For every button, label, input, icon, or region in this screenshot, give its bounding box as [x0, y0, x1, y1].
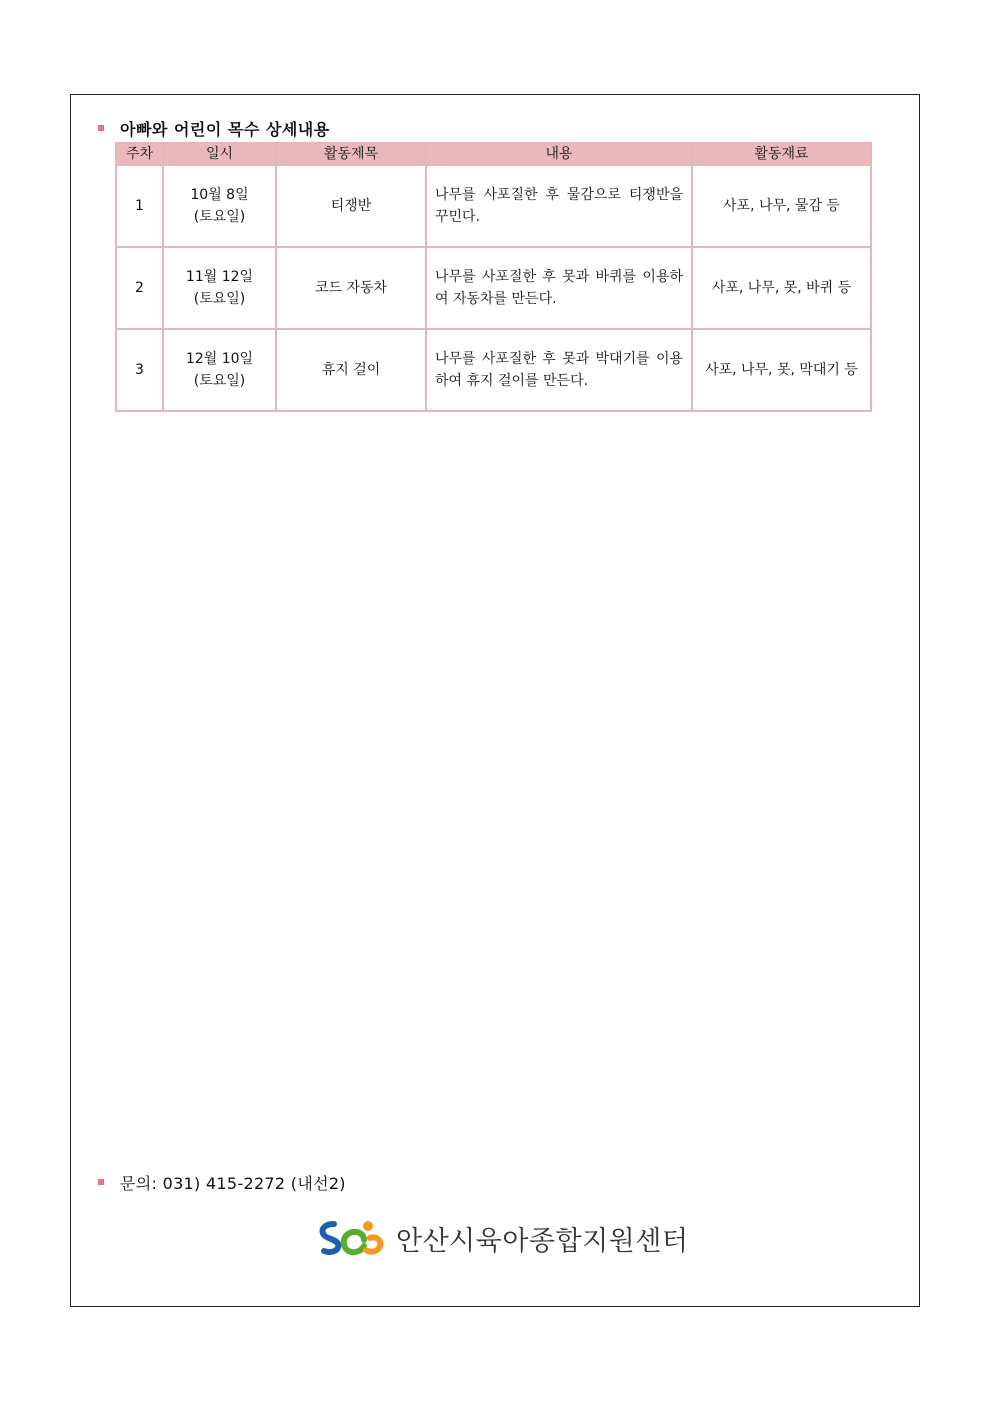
activity-detail-table: [115, 142, 872, 412]
cell-activity-title: 휴지 걸이: [276, 329, 426, 411]
center-logo: [318, 1216, 688, 1260]
cell-date: [163, 165, 276, 247]
weekday-line: (토요일): [193, 291, 246, 307]
cell-content: 나무를 사포질한 후 물감으로 티쟁반을 꾸민다.: [426, 165, 692, 247]
header-activity-title: 활동제목: [276, 143, 426, 165]
table-row: [116, 247, 871, 329]
center-logo-text: 안산시육아종합지원센터: [396, 1225, 689, 1257]
date-line: 10월 8일: [190, 187, 249, 203]
cell-week: 3: [116, 329, 163, 411]
cell-materials: 사포, 나무, 못, 바퀴 등: [692, 247, 871, 329]
table-row: [116, 165, 871, 247]
weekday-line: (토요일): [193, 209, 246, 225]
cell-materials: 사포, 나무, 못, 막대기 등: [692, 329, 871, 411]
cell-date: [163, 247, 276, 329]
header-materials: 활동재료: [692, 143, 871, 165]
square-bullet-icon: [98, 1179, 104, 1185]
cell-date: [163, 329, 276, 411]
weekday-line: (토요일): [193, 373, 246, 389]
cell-week: 2: [116, 247, 163, 329]
center-logo-icon: [318, 1216, 390, 1260]
table-row: [116, 329, 871, 411]
cell-activity-title: 티쟁반: [276, 165, 426, 247]
date-line: 11월 12일: [185, 269, 254, 285]
square-bullet-icon: [98, 125, 104, 131]
date-line: 12월 10일: [185, 351, 254, 367]
cell-content: 나무를 사포질한 후 못과 바퀴를 이용하여 자동차를 만든다.: [426, 247, 692, 329]
section-heading: [98, 116, 330, 140]
cell-materials: 사포, 나무, 물감 등: [692, 165, 871, 247]
header-content: 내용: [426, 143, 692, 165]
contact-text: 문의: 031) 415-2272 (내선2): [120, 1173, 346, 1193]
table-header-row: [116, 143, 871, 165]
contact-line: [98, 1170, 346, 1194]
section-title: 아빠와 어린이 목수 상세내용: [120, 119, 330, 139]
cell-week: 1: [116, 165, 163, 247]
header-week: 주차: [116, 143, 163, 165]
cell-activity-title: 코드 자동차: [276, 247, 426, 329]
cell-content: 나무를 사포질한 후 못과 박대기를 이용하여 휴지 걸이를 만든다.: [426, 329, 692, 411]
header-date: 일시: [163, 143, 276, 165]
